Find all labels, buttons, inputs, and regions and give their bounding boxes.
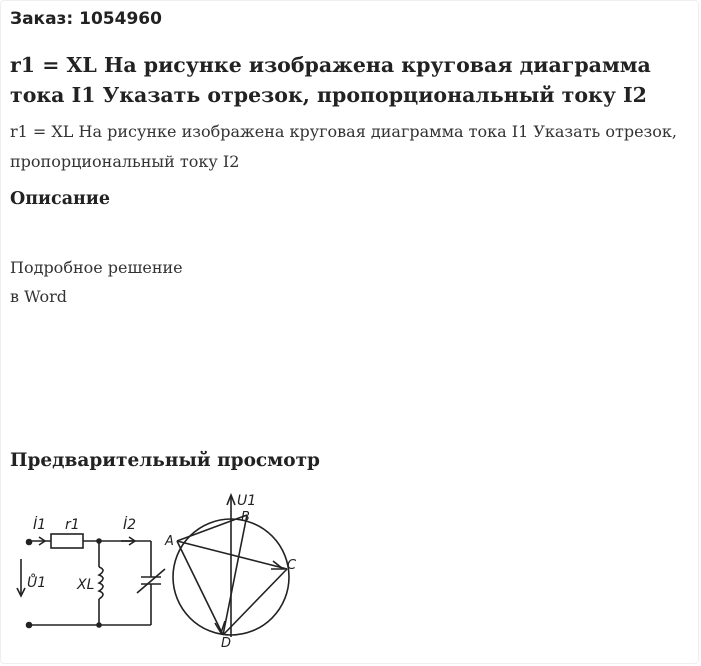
chord-a-c [177, 541, 287, 569]
label-c: C [287, 558, 297, 573]
inductor-xl [99, 567, 103, 599]
solution-info [10, 253, 183, 311]
chord-d-b [223, 515, 247, 635]
label-u1-top: U1 [237, 493, 257, 509]
terminal-top [27, 540, 32, 545]
label-i1: İ1 [33, 517, 47, 533]
task-description: r1 = XL На рисунке изображена круговая диаграмма тока I1 Указать отрезок, пропорциональный току I2 [10, 122, 677, 171]
label-xl: XL [77, 577, 95, 593]
junction-bottom [97, 623, 101, 627]
label-d: D [221, 636, 232, 649]
chord-a-b [177, 515, 247, 541]
description-heading: Описание [10, 189, 110, 209]
preview-image [1, 489, 311, 649]
label-i2: İ2 [123, 517, 137, 533]
solution-line-2: в Word [10, 287, 67, 306]
resistor-r1 [51, 534, 83, 548]
label-a: A [165, 534, 174, 549]
solution-line-1: Подробное решение [10, 258, 183, 277]
chord-a-d [177, 541, 223, 635]
preview-heading: Предварительный просмотр [10, 450, 320, 471]
label-u1-left: Ů1 [27, 575, 47, 591]
page-title: r1 = XL На рисунке изображена круговая диаграмма тока I1 Указать отрезок, пропорциональный току I2 [10, 53, 651, 107]
circuit-and-circle-diagram [1, 489, 311, 649]
label-b: B [241, 510, 250, 525]
order-number: Заказ: 1054960 [10, 9, 162, 29]
terminal-bottom [27, 623, 32, 628]
label-r1: r1 [65, 517, 80, 533]
chord-d-c [223, 569, 287, 635]
